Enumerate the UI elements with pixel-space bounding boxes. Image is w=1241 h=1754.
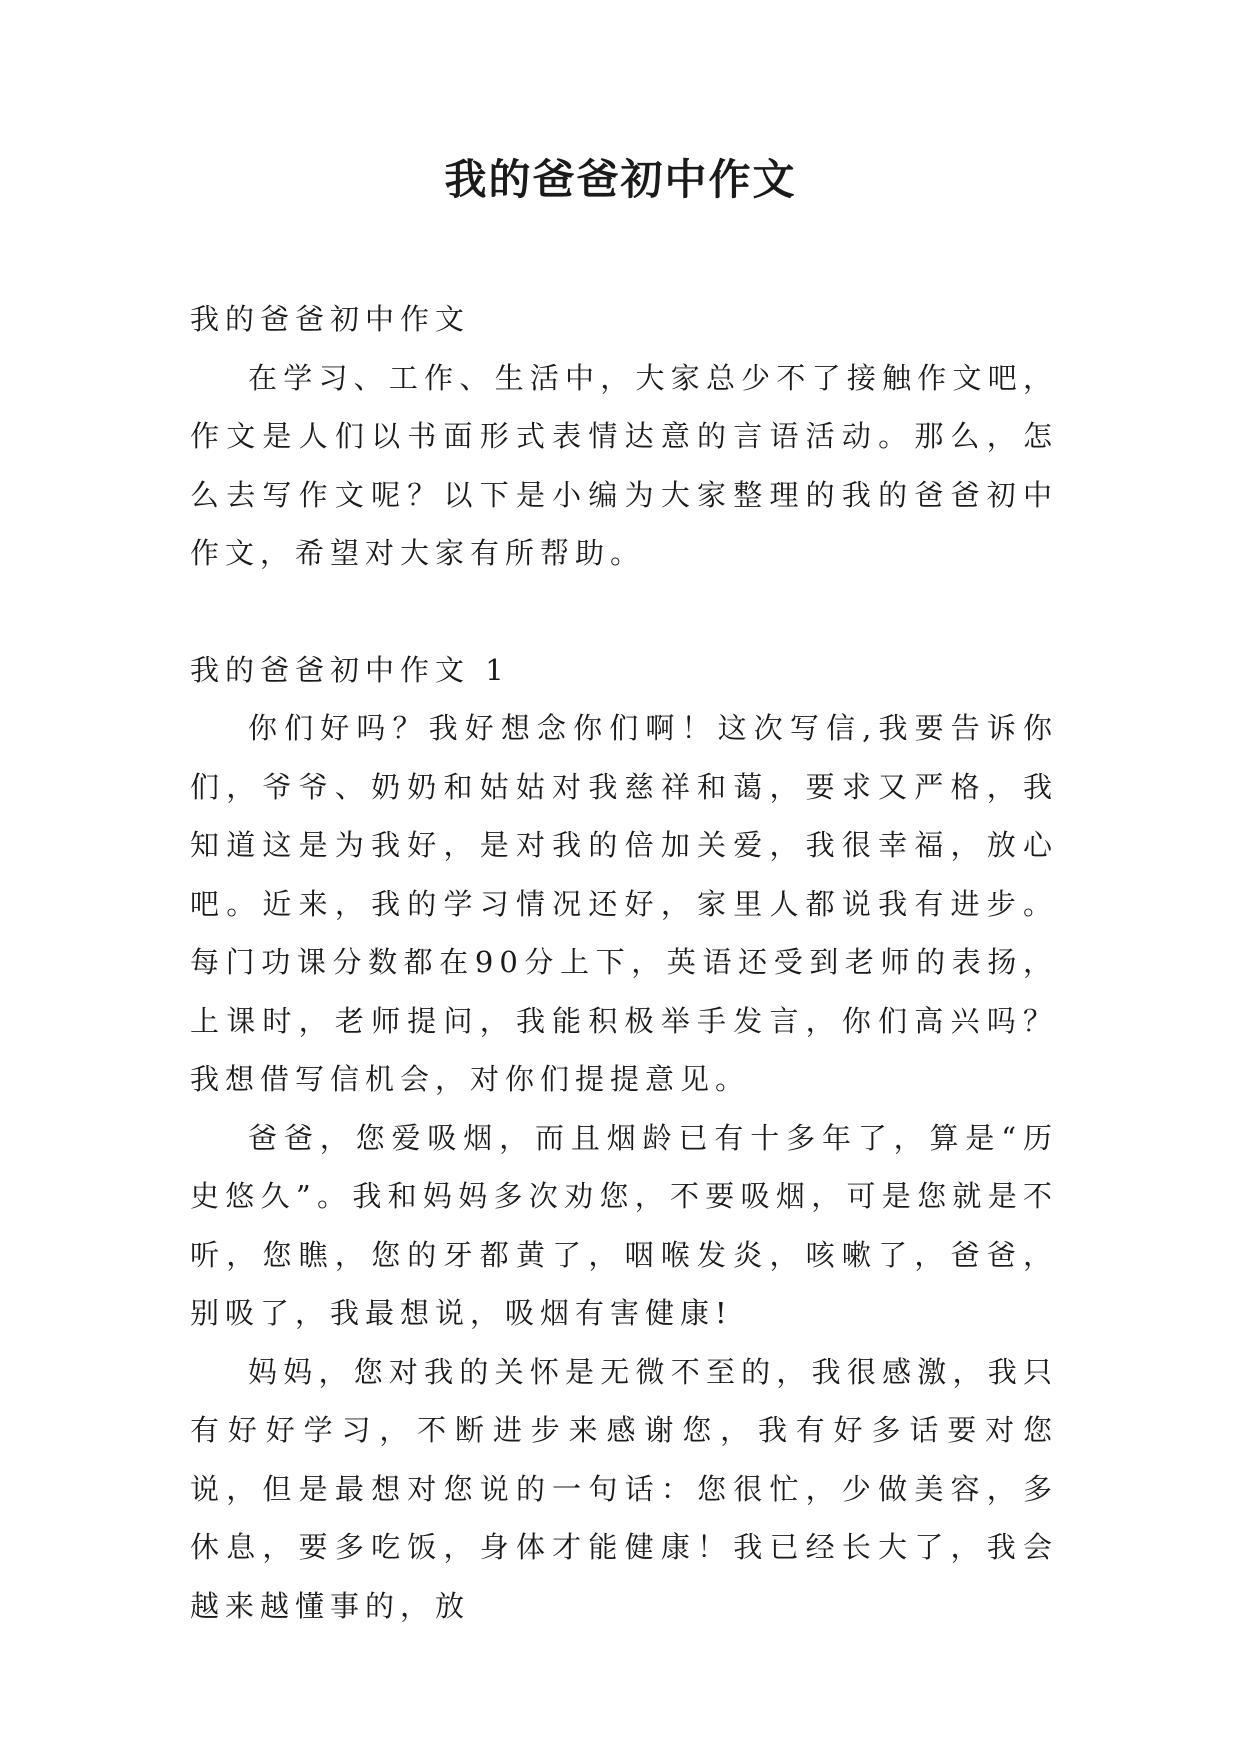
document-body <box>190 290 1058 1635</box>
document-title: 我的爸爸初中作文 <box>444 155 797 204</box>
body-paragraph: 妈妈，您对我的关怀是无微不至的，我很感激，我只有好好学习，不断进步来感谢您，我有好多话要对您说，但是最想对您说的一句话：您很忙，少做美容，多休息，要多吃饭，身体才能健康！我已经长大了，我会越来越懂事的，放 <box>190 1354 1058 1623</box>
body-paragraph: 爸爸，您爱吸烟，而且烟龄已有十多年了，算是“历史悠久”。我和妈妈多次劝您，不要吸烟，可是您就是不听，您瞧，您的牙都黄了，咽喉发炎，咳嗽了，爸爸，别吸了，我最想说，吸烟有害健康! <box>190 1120 1058 1330</box>
section-spacer <box>190 583 1058 641</box>
intro-heading: 我的爸爸初中作文 <box>190 302 471 336</box>
section-heading: 我的爸爸初中作文 1 <box>190 652 510 687</box>
intro-paragraph: 在学习、工作、生活中，大家总少不了接触作文吧，作文是人们以书面形式表情达意的言语活动。那么，怎么去写作文呢？以下是小编为大家整理的我的爸爸初中作文，希望对大家有所帮助。 <box>190 360 1058 570</box>
body-paragraph: 你们好吗？我好想念你们啊！这次写信,我要告诉你们，爷爷、奶奶和姑姑对我慈祥和蔼，要求又严格，我知道这是为我好，是对我的倍加关爱，我很幸福，放心吧。近来，我的学习情况还好，家里人都说我有进步。每门功课分数都在90分上下，英语还受到老师的表扬，上课时，老师提问，我能积极举手发言，你们高兴吗？我想借写信机会，对你们提提意见。 <box>190 711 1058 1096</box>
